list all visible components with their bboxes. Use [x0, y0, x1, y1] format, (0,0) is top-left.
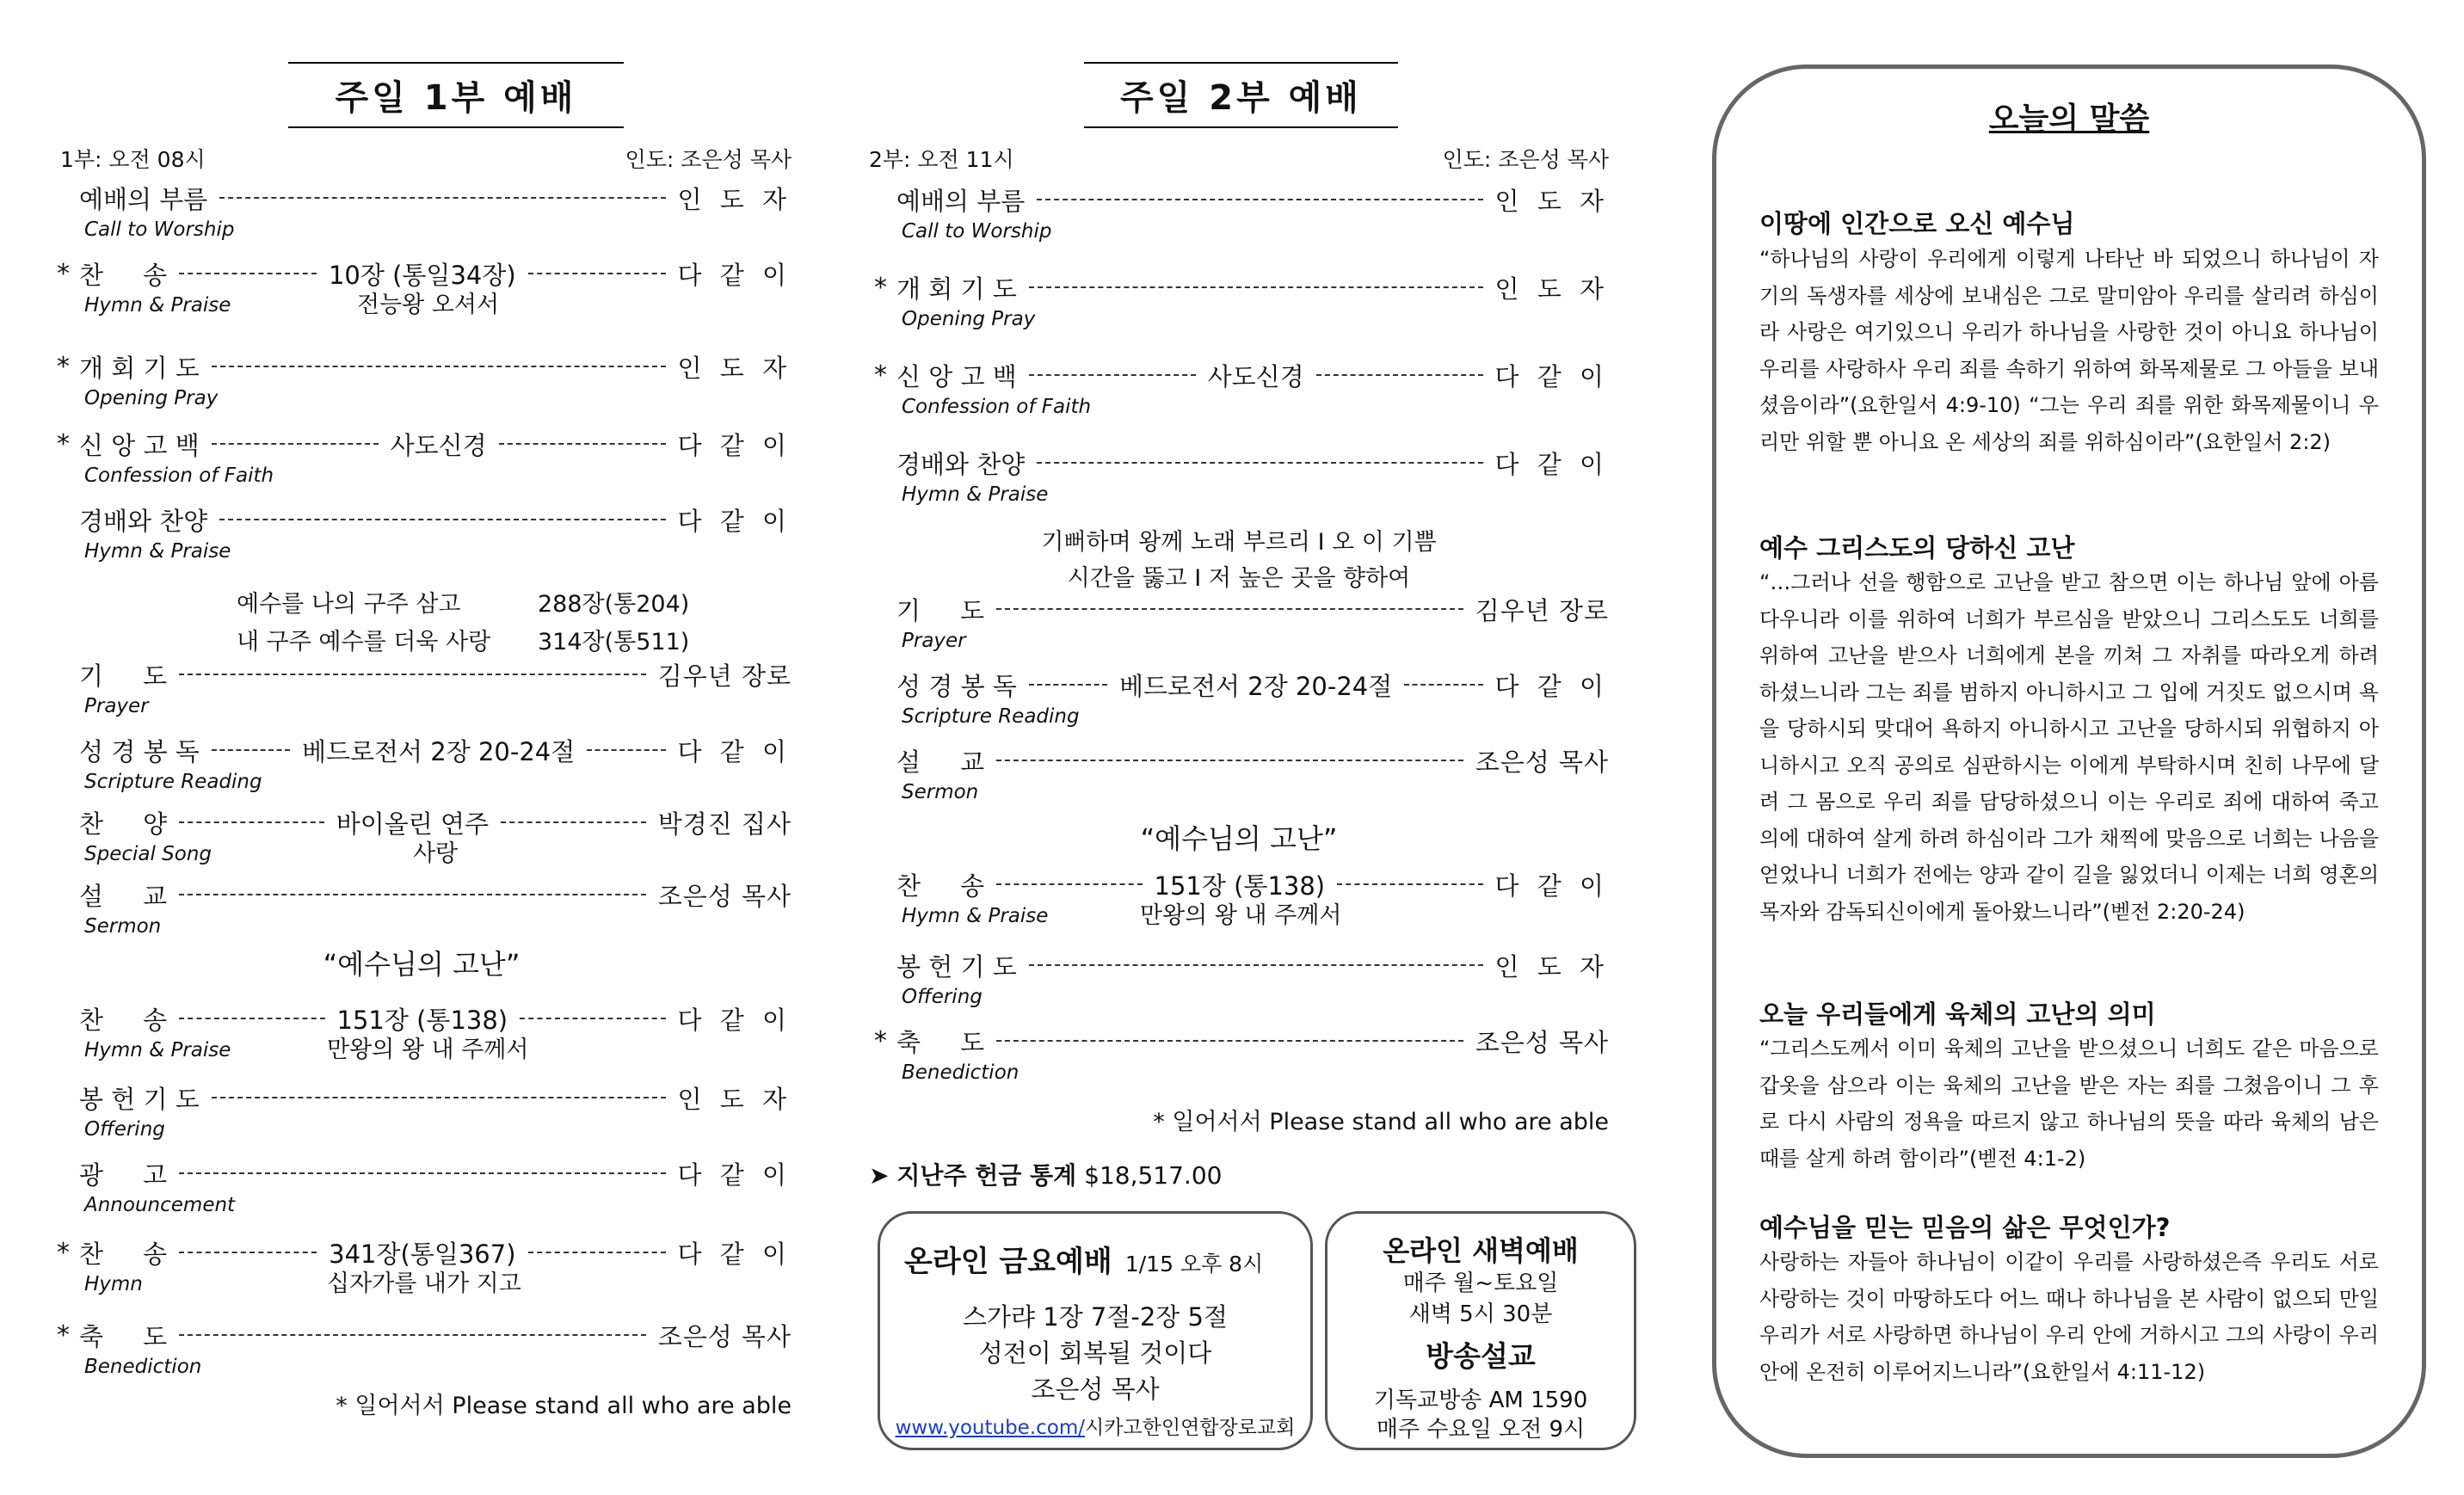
item-label: 찬 송 — [79, 260, 168, 290]
first-sermon-title: “예수님의 고난” — [323, 948, 521, 981]
item-english-label: Hymn & Praise — [84, 1039, 231, 1061]
item-english-label: Offering — [84, 1118, 165, 1141]
item-english-label: Opening Pray — [84, 387, 219, 409]
item-english-label: Hymn — [84, 1273, 143, 1295]
item-person: 다 같 이 — [677, 506, 792, 536]
dawn-service-box — [1325, 1211, 1636, 1450]
item-english-label: Announcement — [84, 1194, 236, 1216]
service-item-row — [869, 1024, 1609, 1058]
service-item-row — [869, 948, 1609, 982]
standing-mark: * — [57, 258, 70, 289]
dash-leader — [996, 760, 1463, 761]
item-label: 찬 양 — [79, 809, 168, 839]
item-label: 설 교 — [79, 881, 168, 911]
service-item-row — [869, 668, 1609, 702]
item-label: 축 도 — [896, 1027, 985, 1057]
dash-leader — [212, 443, 379, 445]
service-item-row — [52, 733, 792, 767]
dawn-days: 매주 월~토요일 — [1402, 1270, 1559, 1296]
service-item-row — [52, 502, 792, 537]
item-english-label: Scripture Reading — [902, 705, 1080, 728]
second-service-leader: 인도: 조은성 목사 — [1442, 147, 1609, 172]
item-english-label: Confession of Faith — [84, 464, 274, 487]
friday-scripture: 스가랴 1장 7절-2장 5절 — [962, 1302, 1229, 1332]
dash-leader — [212, 749, 290, 751]
hymn-title: 사랑 — [413, 840, 459, 867]
word-body-4: 사랑하는 자들아 하나님이 이같이 우리를 사랑하셨은즉 우리도 서로 사랑하는 것이 마땅하도다 어느 때나 하나님을 본 사람이 없으되 만일 우리가 서로 사랑하면 하나님이 우리 안에 거하시고 그의 사랑이 우리 안에 온전히 이루어지느니라”(요한일서 4:11-12) — [1759, 1250, 2379, 1384]
item-person: 다 같 이 — [1494, 361, 1610, 391]
item-detail: 341장(통일367) — [329, 1239, 516, 1269]
item-english-label: Hymn & Praise — [902, 483, 1049, 506]
item-label: 성 경 봉 독 — [79, 736, 200, 766]
service-item-row — [52, 427, 792, 461]
dash-leader — [996, 883, 1142, 885]
item-detail: 151장 (통138) — [336, 1005, 508, 1035]
offering-amount: $18,517.00 — [1084, 1161, 1223, 1190]
item-label: 개 회 기 도 — [79, 353, 200, 383]
item-person: 김우년 장로 — [657, 661, 792, 691]
dash-leader — [1029, 286, 1483, 288]
item-person: 인 도 자 — [1494, 274, 1609, 304]
dash-leader — [1037, 199, 1482, 200]
first-service-time: 1부: 오전 08시 — [60, 147, 206, 172]
service-item-row — [869, 743, 1609, 778]
dash-leader — [212, 1097, 666, 1098]
service-item-row — [869, 592, 1609, 626]
praise-song-1-title: 예수를 나의 구주 삼고 — [237, 591, 461, 618]
item-label: 축 도 — [79, 1321, 168, 1351]
service-item-row — [869, 446, 1609, 480]
item-label: 신 앙 고 백 — [896, 361, 1017, 391]
item-english-label: Scripture Reading — [84, 771, 262, 793]
item-person: 인 도 자 — [677, 353, 792, 383]
friday-speaker: 조은성 목사 — [1031, 1375, 1160, 1404]
first-stand-note: * 일어서서 Please stand all who are able — [336, 1393, 792, 1419]
dash-leader — [1029, 374, 1196, 376]
item-english-label: Sermon — [84, 915, 162, 938]
item-label: 찬 송 — [896, 871, 985, 901]
dash-leader — [996, 608, 1463, 610]
item-person: 김우년 장로 — [1475, 595, 1609, 625]
dash-leader — [179, 894, 646, 895]
item-english-label: Call to Worship — [902, 220, 1052, 243]
word-heading-2: 예수 그리스도의 당하신 고난 — [1759, 533, 2075, 563]
word-body-3: “그리스도께서 이미 육체의 고난을 받으셨으니 너희도 같은 마음으로 갑옷을 삼으라 이는 육체의 고난을 받은 자는 죄를 그쳤음이니 그 후로 다시 사람의 정욕을 따르지 않고 하나님의 뜻을 따라 육체의 남은 때를 살게 하려 함이라”(벧전 4:1-2) — [1759, 1037, 2379, 1171]
item-english-label: Sermon — [902, 781, 979, 803]
word-heading-4: 예수님을 믿는 믿음의 삶은 무엇인가? — [1759, 1213, 2171, 1242]
praise-song-2-number: 314장(통511) — [538, 629, 690, 655]
item-label: 개 회 기 도 — [896, 274, 1017, 304]
dash-leader — [219, 197, 665, 199]
word-body-2: “…그러나 선을 행함으로 고난을 받고 참으면 이는 하나님 앞에 아름다우니라 이를 위하여 너희가 부르심을 받았으니 그리스도도 너희를 위하여 고난을 받으사 너희에게 본을 끼쳐 그 자취를 따라오게 하려 하셨느니라 그는 죄를 범하지 아니하시고 그 입에 거짓도 없으시며 욕을 당하시되 맞대어 욕하지 아니하시고 고난을 당하시되 위협하지 아니하시고 오직 공의로 심판하시는 이에게 부탁하시며 친히 나무에 달려 그 몸으로 우리 죄를 담당하셨으니 이는 우리로 죄에 대하여 죽고 의에 대하여 살게 하려 하심이라 그가 채찍에 맞음으로 너희는 나음을 얻었나니 너희가 전에는 양과 같이 길을 잃었더니 이제는 너희 영혼의 목자와 감독되신이에게 돌아왔느니라”(벧전 2:20-24) — [1759, 570, 2379, 924]
standing-mark: * — [874, 360, 887, 391]
word-heading-3: 오늘 우리들에게 육체의 고난의 의미 — [1759, 1000, 2156, 1029]
standing-mark: * — [57, 351, 70, 382]
item-person: 다 같 이 — [677, 736, 792, 766]
item-detail: 베드로전서 2장 20-24절 — [301, 736, 576, 766]
item-label: 찬 송 — [79, 1239, 168, 1269]
service-item-row — [869, 358, 1609, 392]
first-service-title: 주일 1부 예배 — [288, 62, 624, 128]
service-item-row — [869, 182, 1609, 217]
item-label: 기 도 — [79, 661, 168, 691]
offering-stats — [869, 1157, 1222, 1191]
item-label: 설 교 — [896, 747, 985, 777]
radio-time: 매주 수요일 오전 9시 — [1376, 1417, 1586, 1443]
item-english-label: Hymn & Praise — [84, 540, 231, 563]
item-person: 인 도 자 — [677, 184, 792, 214]
item-label: 봉 헌 기 도 — [896, 951, 1017, 981]
item-person: 인 도 자 — [677, 1084, 792, 1114]
dash-leader — [1037, 462, 1482, 464]
item-label: 봉 헌 기 도 — [79, 1084, 200, 1114]
item-person: 인 도 자 — [1494, 951, 1609, 981]
hymn-title: 만왕의 왕 내 주께서 — [1140, 902, 1342, 929]
item-label: 예배의 부름 — [79, 184, 208, 214]
church-name: 시카고한인연합장로교회 — [1085, 1417, 1296, 1439]
dash-leader — [179, 1252, 317, 1253]
dash-leader — [501, 821, 646, 823]
dash-leader — [1404, 684, 1482, 686]
arrow-icon: ➤ — [869, 1161, 890, 1190]
todays-word-panel — [1712, 65, 2426, 1458]
dash-leader — [587, 749, 665, 751]
item-person: 다 같 이 — [1494, 671, 1609, 701]
item-person: 조은성 목사 — [657, 1321, 792, 1351]
item-person: 다 같 이 — [677, 430, 792, 460]
item-detail: 바이올린 연주 — [336, 809, 490, 839]
item-person: 인 도 자 — [1494, 186, 1609, 216]
item-english-label: Benediction — [84, 1356, 202, 1378]
second-service-time: 2부: 오전 11시 — [869, 147, 1014, 172]
standing-mark: * — [874, 272, 887, 303]
item-label: 경배와 찬양 — [79, 506, 208, 536]
hymn-title: 전능왕 오셔서 — [357, 292, 500, 318]
offering-label: 지난주 헌금 통계 — [896, 1161, 1077, 1190]
praise-song-1-number: 288장(통204) — [538, 591, 690, 618]
todays-word-title: 오늘의 말씀 — [1988, 102, 2150, 137]
friday-service-box — [878, 1211, 1313, 1450]
item-english-label: Special Song — [84, 843, 213, 865]
second-stand-note: * 일어서서 Please stand all who are able — [1153, 1109, 1609, 1135]
item-person: 다 같 이 — [1494, 871, 1610, 901]
dash-leader — [1337, 883, 1482, 885]
service-item-row — [869, 270, 1609, 305]
radio-title: 방송설교 — [1426, 1339, 1536, 1373]
word-body-1: “하나님의 사랑이 우리에게 이렇게 나타난 바 되었으니 하나님이 자기의 독생자를 세상에 보내심은 그로 말미암아 우리를 살리려 하심이라 사랑은 여기있으니 우리가 하나님을 사랑한 것이 아니요 하나님이 우리를 사랑하사 우리 죄를 속하기 위하여 화목제물로 그 아들을 보내셨음이라”(요한일서 4:9-10) “그는 우리 죄를 위한 화목제물이니 우리만 위할 뿐 아니요 온 세상의 죄를 위하심이라”(요한일서 2:2) — [1759, 247, 2379, 454]
item-person: 조은성 목사 — [1475, 747, 1609, 777]
second-sermon-title: “예수님의 고난” — [1140, 822, 1338, 855]
item-detail: 사도신경 — [1207, 361, 1304, 391]
dash-leader — [1029, 684, 1107, 686]
dash-leader — [212, 366, 666, 367]
item-label: 예배의 부름 — [896, 186, 1026, 216]
service-item-row — [52, 657, 792, 692]
standing-mark: * — [874, 1025, 887, 1056]
item-label: 광 고 — [79, 1160, 168, 1190]
dash-leader — [219, 519, 665, 520]
item-person: 다 같 이 — [677, 1005, 792, 1035]
radio-station: 기독교방송 AM 1590 — [1373, 1387, 1588, 1413]
item-detail: 151장 (통138) — [1154, 871, 1326, 901]
dash-leader — [1029, 964, 1483, 966]
item-label: 경배와 찬양 — [896, 449, 1026, 479]
item-english-label: Prayer — [84, 695, 149, 717]
item-english-label: Opening Pray — [902, 308, 1036, 330]
item-label: 찬 송 — [79, 1005, 168, 1035]
word-heading-1: 이땅에 인간으로 오신 예수님 — [1759, 209, 2075, 238]
item-english-label: Confession of Faith — [902, 396, 1092, 418]
item-person: 다 같 이 — [677, 1239, 792, 1269]
dash-leader — [499, 443, 666, 445]
first-service-leader: 인도: 조은성 목사 — [625, 147, 792, 172]
item-label: 성 경 봉 독 — [896, 671, 1017, 701]
dash-leader — [179, 1172, 665, 1174]
item-english-label: Prayer — [902, 630, 966, 652]
standing-mark: * — [57, 1237, 70, 1268]
item-english-label: Benediction — [902, 1061, 1019, 1084]
dash-leader — [996, 1040, 1463, 1042]
service-item-row — [52, 877, 792, 912]
hymn-title: 만왕의 왕 내 주께서 — [327, 1037, 529, 1063]
friday-title: 온라인 금요예배 — [904, 1245, 1112, 1279]
service-item-row — [52, 1080, 792, 1115]
second-service-title: 주일 2부 예배 — [1084, 62, 1398, 128]
praise-song-2-title: 내 구주 예수를 더욱 사랑 — [237, 629, 491, 655]
dash-leader — [528, 1252, 666, 1253]
friday-when: 1/15 오후 8시 — [1124, 1252, 1264, 1277]
praise-line-2: 시간을 뚫고 I 저 높은 곳을 향하여 — [1067, 565, 1411, 592]
item-person: 박경진 집사 — [657, 809, 792, 839]
service-item-row — [52, 181, 792, 215]
item-detail: 10장 (통일34장) — [328, 260, 516, 290]
item-detail: 베드로전서 2장 20-24절 — [1118, 671, 1393, 701]
dawn-title: 온라인 새벽예배 — [1383, 1234, 1579, 1267]
dash-leader — [520, 1018, 665, 1019]
dash-leader — [528, 273, 666, 274]
standing-mark: * — [57, 1320, 70, 1350]
item-person: 다 같 이 — [1494, 449, 1609, 479]
item-english-label: Offering — [902, 986, 983, 1008]
item-person: 조은성 목사 — [1475, 1027, 1609, 1057]
dash-leader — [1316, 374, 1483, 376]
praise-line-1: 기뻐하며 왕께 노래 부르리 I 오 이 기쁨 — [1041, 529, 1437, 556]
item-detail: 사도신경 — [390, 430, 487, 460]
dash-leader — [179, 1334, 646, 1336]
service-item-row — [52, 349, 792, 384]
item-english-label: Hymn & Praise — [84, 294, 231, 317]
dawn-time: 새벽 5시 30분 — [1408, 1301, 1553, 1327]
item-person: 조은성 목사 — [657, 881, 792, 911]
standing-mark: * — [57, 428, 70, 459]
hymn-title: 십자가를 내가 지고 — [327, 1270, 521, 1297]
dash-leader — [179, 273, 317, 274]
service-item-row — [52, 1156, 792, 1190]
dash-leader — [179, 821, 324, 823]
item-person: 다 같 이 — [677, 260, 792, 290]
friday-topic: 성전이 회복될 것이다 — [978, 1338, 1212, 1368]
item-label: 기 도 — [896, 595, 985, 625]
youtube-link[interactable]: www.youtube.com/ — [895, 1417, 1085, 1439]
item-english-label: Call to Worship — [84, 218, 235, 241]
service-item-row — [52, 1318, 792, 1352]
item-person: 다 같 이 — [677, 1160, 792, 1190]
item-english-label: Hymn & Praise — [902, 905, 1049, 927]
dash-leader — [179, 674, 646, 675]
dash-leader — [179, 1018, 324, 1019]
item-label: 신 앙 고 백 — [79, 430, 200, 460]
